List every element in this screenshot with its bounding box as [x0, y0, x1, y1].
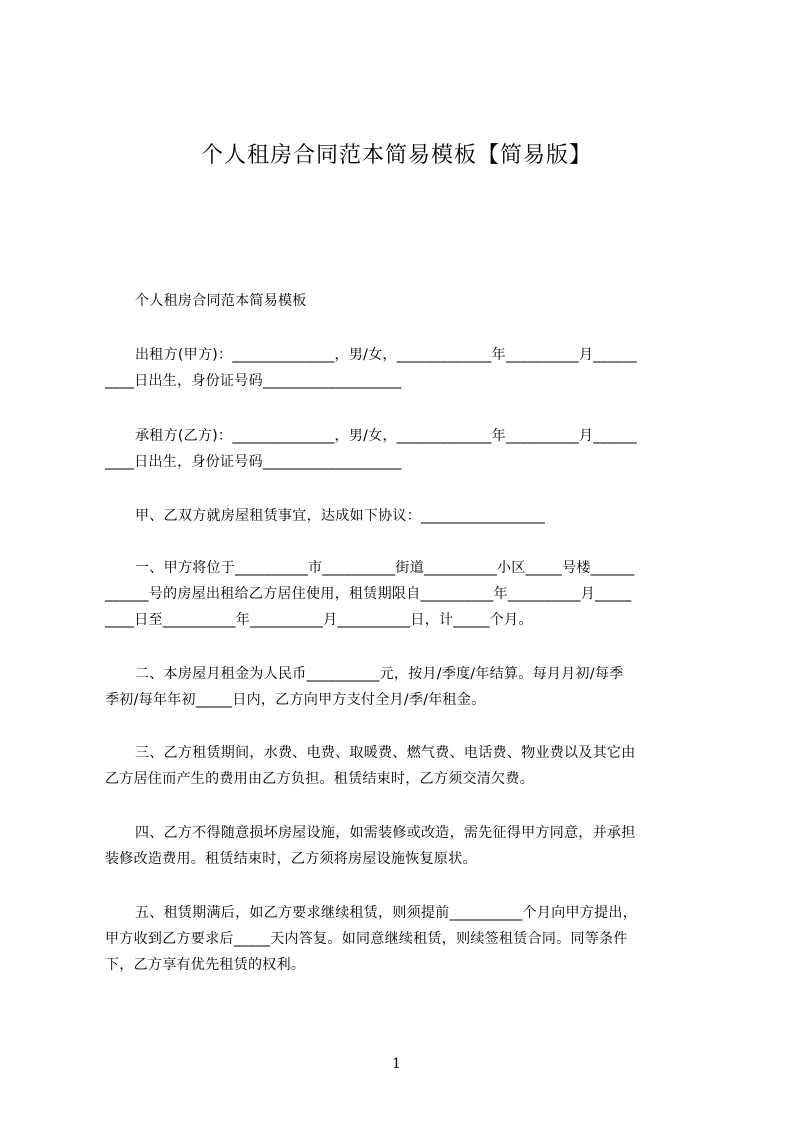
lessee-line-1: 承租方(乙方)：______________，男/女，_____________年__________月______: [135, 428, 638, 444]
clause-5-line-1: 五、租赁期满后，如乙方要求继续租赁，则须提前__________个月向甲方提出，: [135, 905, 637, 921]
clause-5-line-3: 下，乙方享有优先租赁的权利。: [105, 957, 306, 973]
clause-3-line-1: 三、乙方租赁期间，水费、电费、取暖费、燃气费、电话费、物业费以及其它由: [135, 745, 636, 761]
clause-4-line-1: 四、乙方不得随意损坏房屋设施，如需装修或改造，需先征得甲方同意，并承担: [135, 825, 636, 841]
clause-1-line-2: ______号的房屋出租给乙方居住使用，租赁期限自__________年__________月_____: [105, 586, 632, 602]
lessor-line-1: 出租方(甲方)：______________，男/女，_____________年__________月______: [135, 347, 638, 363]
clause-2-line-1: 二、本房屋月租金为人民币__________元，按月/季度/年结算。每月月初/每季: [135, 666, 624, 682]
clause-4-line-2: 装修改造费用。租赁结束时，乙方须将房屋设施恢复原状。: [105, 851, 477, 867]
clause-5-line-2: 甲方收到乙方要求后_____天内答复。如同意继续租赁，则续签租赁合同。同等条件: [105, 931, 628, 947]
subtitle: 个人租房合同范本简易模板: [135, 293, 307, 309]
lessor-line-2: ____日出生，身份证号码___________________: [105, 373, 402, 389]
page-number: 1: [392, 1056, 401, 1072]
clause-2-line-2: 季初/每年年初_____日内，乙方向甲方支付全月/季/年租金。: [105, 692, 486, 708]
page-title: 个人租房合同范本简易模板【简易版】: [200, 143, 592, 168]
clause-1-line-3: ____日至__________年__________月__________日，计_____个月。: [105, 612, 533, 628]
agreement-intro: 甲、乙双方就房屋租赁事宜，达成如下协议：_________________: [135, 508, 546, 524]
document-body: [105, 0, 705, 1122]
clause-1-line-1: 一、甲方将位于__________市__________街道__________小区_____号楼______: [135, 560, 635, 576]
lessee-line-2: ____日出生，身份证号码___________________: [105, 454, 402, 470]
clause-3-line-2: 乙方居住而产生的费用由乙方负担。租赁结束时，乙方须交清欠费。: [105, 771, 534, 787]
